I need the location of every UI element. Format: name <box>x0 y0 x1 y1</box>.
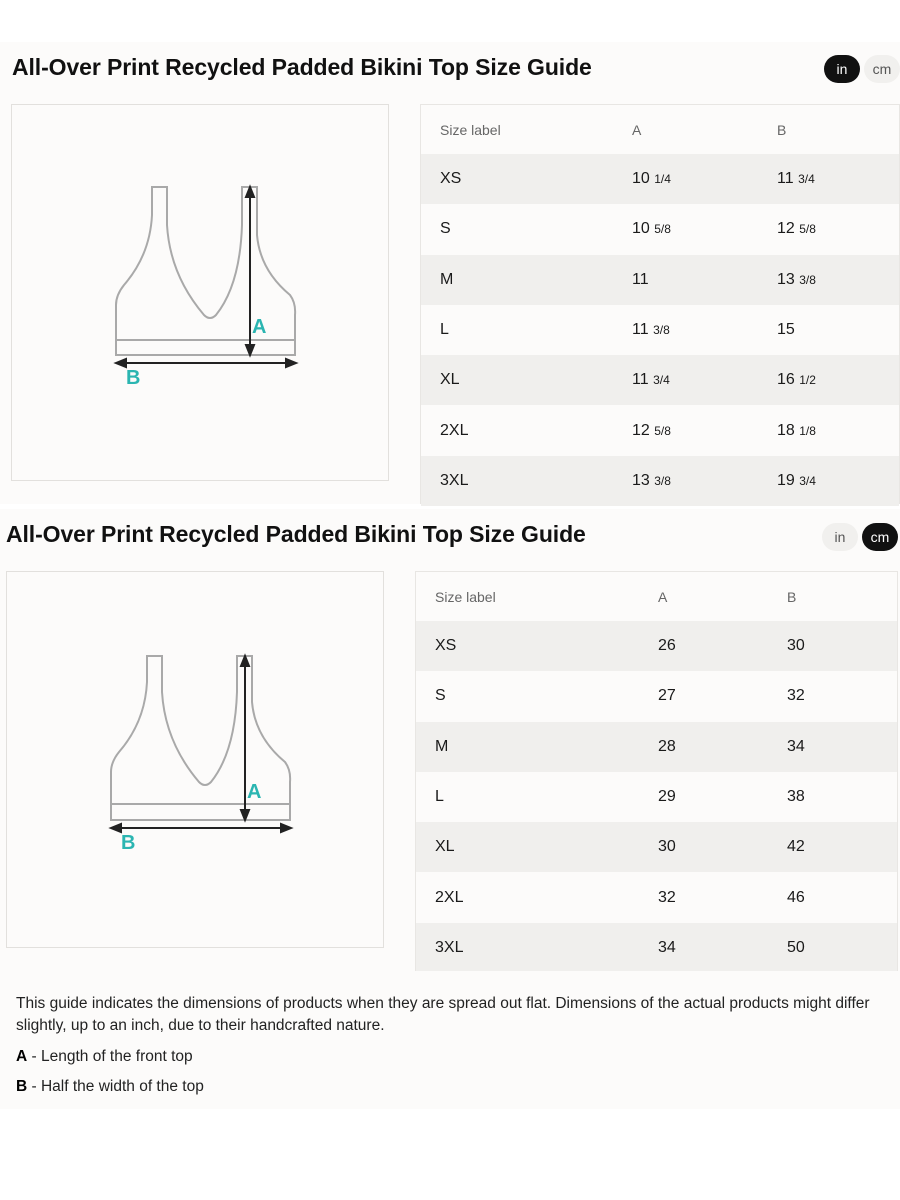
col-a: A <box>632 121 642 138</box>
size-cell: 2XL <box>440 421 469 439</box>
size-cell: S <box>440 220 451 238</box>
measure-b-value: 30 <box>787 637 805 655</box>
notes-line-1: This guide indicates the dimensions of products when they are spread out flat. Dimensions of the actual products might differ <box>16 995 870 1012</box>
label-b: B <box>126 367 141 389</box>
measure-a-value: 32 <box>658 888 676 906</box>
unit-in-button[interactable]: in <box>822 523 858 551</box>
page-title: All-Over Print Recycled Padded Bikini Top Size Guide <box>12 54 592 80</box>
measure-a-value: 13 <box>632 471 650 489</box>
measure-a-fraction: 3/8 <box>653 323 670 338</box>
measure-a-value: 28 <box>658 737 676 755</box>
measure-a-arrow-bottom <box>241 810 249 820</box>
unit-toggle <box>824 55 900 83</box>
measure-b-cell <box>787 838 805 856</box>
table-row <box>421 204 899 254</box>
measurement-diagram <box>6 571 384 948</box>
measure-b-value: 18 <box>777 421 795 439</box>
measure-a-cell <box>632 371 670 389</box>
size-cell: XS <box>435 637 457 655</box>
measure-b-cell <box>787 637 805 655</box>
measure-b-value: 19 <box>777 471 795 489</box>
measure-b-cell <box>777 422 816 440</box>
measure-a-value: 26 <box>658 637 676 655</box>
table-row <box>416 872 897 922</box>
measure-a-cell <box>658 838 676 856</box>
measure-b-fraction: 3/4 <box>798 172 815 187</box>
measure-b-cell <box>777 271 816 289</box>
col-b: B <box>787 588 797 605</box>
col-b: B <box>777 121 787 138</box>
unit-toggle <box>822 523 898 551</box>
measure-b-fraction: 5/8 <box>799 222 816 237</box>
table-header <box>416 572 897 621</box>
measure-b-cell <box>777 472 816 490</box>
measure-a-cell <box>658 939 676 957</box>
size-table-cm <box>415 571 898 971</box>
measure-b-fraction: 3/4 <box>799 473 816 488</box>
measure-a-value: 10 <box>632 170 650 188</box>
unit-cm-button[interactable]: cm <box>862 523 898 551</box>
legend-a-key: A <box>16 1048 28 1065</box>
measure-b-cell <box>787 788 805 806</box>
measure-a-cell <box>632 472 671 490</box>
col-size-label: Size label <box>440 121 501 138</box>
measure-a-value: 11 <box>632 371 649 389</box>
size-cell: 3XL <box>440 471 469 489</box>
label-a: A <box>252 316 267 338</box>
table-header <box>421 105 899 154</box>
measure-a-value: 11 <box>632 321 649 339</box>
measure-b-value: 13 <box>777 270 795 288</box>
measure-a-value: 29 <box>658 788 676 806</box>
measure-b-arrow-right <box>286 359 296 367</box>
bikini-top-illustration <box>12 105 390 482</box>
size-guide-inches <box>0 42 900 504</box>
size-cell: XS <box>440 170 462 188</box>
measure-b-value: 50 <box>787 938 805 956</box>
table-row <box>421 456 899 506</box>
measure-b-value: 32 <box>787 687 805 705</box>
col-size-label: Size label <box>435 588 496 605</box>
measure-a-value: 10 <box>632 220 650 238</box>
size-guide-cm <box>0 509 900 971</box>
measure-b-cell <box>787 939 805 957</box>
legend-b-desc: - Half the width of the top <box>27 1078 204 1095</box>
measure-a-fraction: 3/4 <box>653 373 670 388</box>
measure-a-value: 11 <box>632 270 649 288</box>
size-cell: L <box>435 788 444 806</box>
measure-b-fraction: 1/2 <box>799 373 816 388</box>
label-b: B <box>121 832 136 854</box>
measure-b-arrow-right <box>281 824 291 832</box>
measure-b-cell <box>787 889 805 907</box>
band-outline <box>111 804 290 820</box>
label-a: A <box>247 781 262 803</box>
measure-a-value: 34 <box>658 938 676 956</box>
size-cell: XL <box>435 838 455 856</box>
size-cell: M <box>440 270 454 288</box>
measure-a-value: 12 <box>632 421 650 439</box>
size-cell: L <box>440 321 449 339</box>
table-row <box>421 405 899 455</box>
measure-a-cell <box>658 687 676 705</box>
measure-a-value: 30 <box>658 838 676 856</box>
measure-b-fraction: 1/8 <box>799 423 816 438</box>
bikini-top-illustration <box>7 572 385 949</box>
measure-b-value: 11 <box>777 170 794 188</box>
measure-a-value: 27 <box>658 687 676 705</box>
measure-b-cell <box>777 371 816 389</box>
measure-a-fraction: 1/4 <box>654 172 671 187</box>
legend-a <box>16 1045 193 1069</box>
measure-b-cell <box>777 170 815 188</box>
table-row <box>416 822 897 872</box>
table-row <box>416 621 897 671</box>
measure-a-arrow-top <box>241 656 249 666</box>
garment-outline <box>111 656 290 804</box>
measure-b-value: 38 <box>787 788 805 806</box>
measure-b-cell <box>777 321 795 339</box>
measure-a-cell <box>632 271 649 289</box>
measure-a-arrow-top <box>246 187 254 197</box>
measurement-diagram <box>11 104 389 481</box>
col-a: A <box>658 588 668 605</box>
measure-b-value: 16 <box>777 371 795 389</box>
size-guide-notes <box>0 971 900 1109</box>
measure-b-fraction: 3/8 <box>799 272 816 287</box>
legend-a-desc: - Length of the front top <box>27 1048 193 1065</box>
size-cell: XL <box>440 371 460 389</box>
measure-a-fraction: 3/8 <box>654 473 671 488</box>
measure-b-value: 34 <box>787 737 805 755</box>
garment-outline <box>116 187 295 340</box>
table-row <box>416 671 897 721</box>
size-cell: 2XL <box>435 888 464 906</box>
band-outline <box>116 340 295 355</box>
table-row <box>421 154 899 204</box>
notes-line-2: slightly, up to an inch, due to their handcrafted nature. <box>16 1017 385 1034</box>
table-row <box>416 722 897 772</box>
unit-in-button[interactable]: in <box>824 55 860 83</box>
size-table-inches <box>420 104 900 504</box>
measure-b-value: 46 <box>787 888 805 906</box>
table-row <box>421 255 899 305</box>
measure-b-value: 42 <box>787 838 805 856</box>
measure-b-cell <box>777 220 816 238</box>
unit-cm-button[interactable]: cm <box>864 55 900 83</box>
measure-a-cell <box>658 637 676 655</box>
page-title: All-Over Print Recycled Padded Bikini Top Size Guide <box>6 521 586 547</box>
size-cell: M <box>435 737 449 755</box>
measure-a-cell <box>658 889 676 907</box>
measure-a-arrow-bottom <box>246 345 254 355</box>
measure-b-value: 15 <box>777 321 795 339</box>
table-row <box>416 772 897 822</box>
measure-a-fraction: 5/8 <box>654 423 671 438</box>
measure-b-cell <box>787 738 805 756</box>
measure-b-cell <box>787 687 805 705</box>
measure-a-cell <box>658 788 676 806</box>
size-cell: 3XL <box>435 938 464 956</box>
legend-b-key: B <box>16 1078 28 1095</box>
measure-a-fraction: 5/8 <box>654 222 671 237</box>
measure-b-arrow-left <box>111 824 121 832</box>
table-row <box>421 355 899 405</box>
measure-a-cell <box>632 422 671 440</box>
table-row <box>416 923 897 973</box>
measure-b-arrow-left <box>116 359 126 367</box>
measure-a-cell <box>658 738 676 756</box>
measure-b-value: 12 <box>777 220 795 238</box>
legend-b <box>16 1075 204 1099</box>
measure-a-cell <box>632 220 671 238</box>
table-row <box>421 305 899 355</box>
measure-a-cell <box>632 170 671 188</box>
measure-a-cell <box>632 321 670 339</box>
size-cell: S <box>435 687 446 705</box>
